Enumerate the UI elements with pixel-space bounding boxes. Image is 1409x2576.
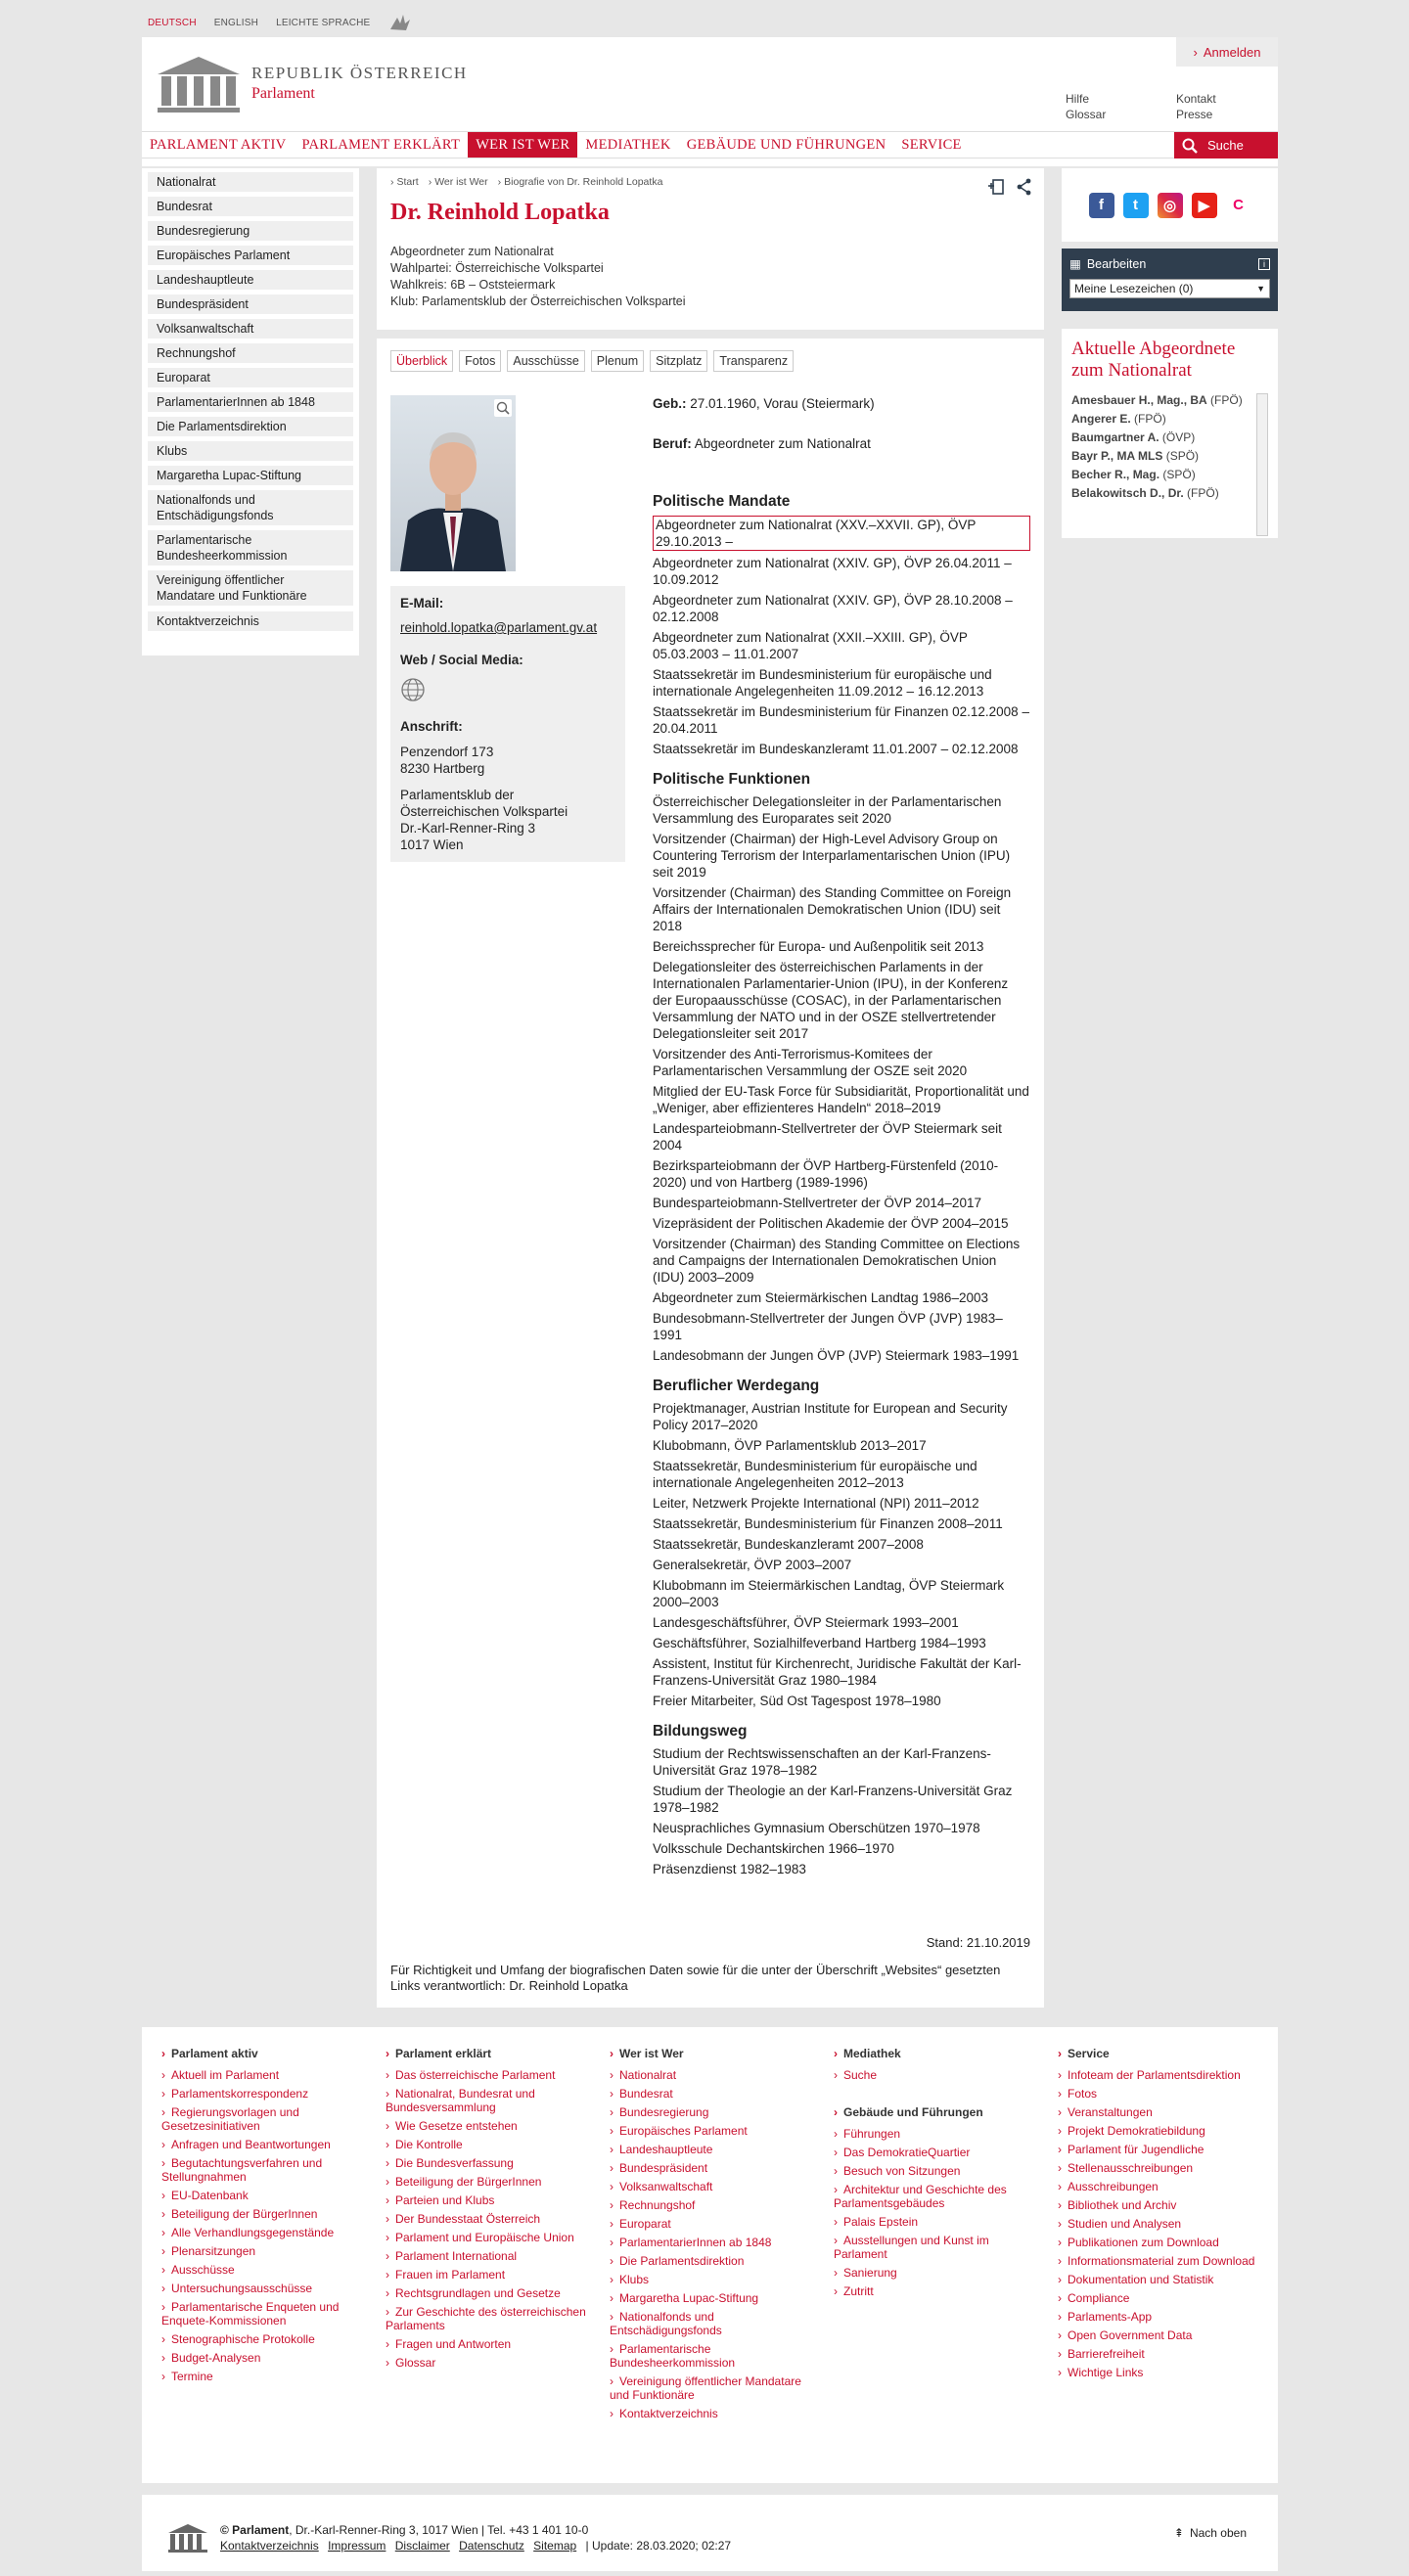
edit-label[interactable]: Bearbeiten: [1086, 256, 1147, 271]
bio-entry: Bezirksparteiobmann der ÖVP Hartberg-Fürstenfeld (2010-2020) und von Hartberg (1989-1996): [653, 1158, 999, 1190]
sidebar-item[interactable]: Nationalfonds und Entschädigungsfonds: [148, 490, 353, 525]
footer-link[interactable]: › Vereinigung öffentlicher Mandatare und Funktionäre: [610, 2374, 810, 2402]
footer-heading[interactable]: › Parlament erklärt: [386, 2047, 586, 2060]
footer-address: , Dr.-Karl-Renner-Ring 3, 1017 Wien | Tel. +43 1 401 10-0: [289, 2523, 589, 2537]
footer-link[interactable]: › Frauen im Parlament: [386, 2268, 586, 2282]
mp-list-item[interactable]: Baumgartner A. (ÖVP): [1071, 430, 1196, 444]
address: [400, 744, 615, 853]
footer-link[interactable]: › Kontaktverzeichnis: [610, 2407, 810, 2420]
nav-gebaeude[interactable]: GEBÄUDE UND FÜHRUNGEN: [686, 136, 886, 153]
page-title: Dr. Reinhold Lopatka: [390, 200, 610, 225]
footer-link-sitemap[interactable]: Sitemap: [533, 2539, 577, 2553]
address-line: Penzendorf 173: [400, 745, 494, 759]
bio-entry: Delegationsleiter des österreichischen Parlaments in der Internationalen Parlamentarier-Union (IPU), in der Konferenz der Europaausschüsse (COSAC), in der Parlamentarischen Versammlung der NATO und in der OSZE stellvertretender Delegationsleiter seit 2017: [653, 960, 1009, 1041]
footer-link[interactable]: › Veranstaltungen: [1058, 2105, 1258, 2119]
footer-link[interactable]: › Ausstellungen und Kunst im Parlament: [834, 2234, 1034, 2261]
sidebar: [142, 168, 359, 655]
address-line: 8230 Hartberg: [400, 761, 485, 776]
brand-line2: Parlament: [251, 85, 315, 102]
section-title: Beruflicher Werdegang: [653, 1378, 820, 1394]
profession-info: Beruf: Abgeordneter zum Nationalrat: [653, 436, 871, 451]
bio-entry: Projektmanager, Austrian Institute for European and Security Policy 2017–2020: [653, 1401, 1008, 1432]
bookmarks-box: [1062, 249, 1278, 311]
footer-link[interactable]: › Die Parlamentsdirektion: [610, 2254, 810, 2268]
site-header: [142, 37, 1278, 166]
mp-list-item[interactable]: Belakowitsch D., Dr. (FPÖ): [1071, 486, 1219, 500]
language-bar: [142, 8, 1278, 37]
bio-entry: Staatssekretär im Bundeskanzleramt 11.01.2007 – 02.12.2008: [653, 742, 1019, 756]
search-icon: [1182, 138, 1198, 154]
footer-link-kontaktverzeichnis[interactable]: Kontaktverzeichnis: [220, 2539, 319, 2553]
bio-entry: Mitglied der EU-Task Force für Subsidiarität, Proportionalität und „Weniger, aber effizienteres Handeln“ 2018–2019: [653, 1084, 1029, 1115]
footer-link[interactable]: › Parlamentskorrespondenz: [161, 2087, 362, 2101]
portrait-photo[interactable]: [390, 395, 516, 571]
footer-heading[interactable]: › Service: [1058, 2047, 1258, 2060]
bio-entry: Vorsitzender des Anti-Terrorismus-Komitees der Parlamentarischen Versammlung der OSZE seit 2020: [653, 1047, 968, 1078]
bio-entry: Abgeordneter zum Nationalrat (XXIV. GP), ÖVP 26.04.2011 – 10.09.2012: [653, 556, 1012, 587]
footer-link[interactable]: › Publikationen zum Download: [1058, 2236, 1258, 2249]
sidebar-item[interactable]: Klubs: [148, 441, 353, 461]
tab-bar: [390, 350, 1030, 372]
sidebar-item[interactable]: Kontaktverzeichnis: [148, 611, 353, 631]
sidebar-item[interactable]: Parlamentarische Bundesheerkommission: [148, 530, 353, 565]
footer-link[interactable]: › Rechnungshof: [610, 2198, 810, 2212]
footer-link[interactable]: › Dokumentation und Statistik: [1058, 2273, 1258, 2286]
mp-list-item[interactable]: Angerer E. (FPÖ): [1071, 412, 1166, 426]
address-line: Dr.-Karl-Renner-Ring 3: [400, 821, 536, 836]
breadcrumb-wer-ist-wer[interactable]: › Wer ist Wer: [429, 176, 488, 188]
footer-link[interactable]: › Ausschüsse: [161, 2263, 362, 2277]
flickr-icon[interactable]: C: [1226, 193, 1251, 218]
footer-link[interactable]: › Führungen: [834, 2127, 1034, 2141]
instagram-icon[interactable]: ◎: [1158, 193, 1183, 218]
footer-link[interactable]: › Bundespräsident: [610, 2161, 810, 2175]
footer-link[interactable]: › Nationalrat, Bundesrat und Bundesversammlung: [386, 2087, 586, 2114]
nav-wer-ist-wer[interactable]: WER IST WER: [468, 132, 577, 158]
profile-line: Klub: Parlamentsklub der Österreichischen Volkspartei: [390, 294, 686, 308]
footer-link[interactable]: › Architektur und Geschichte des Parlamentsgebäudes: [834, 2183, 1034, 2210]
footer-link[interactable]: › Informationsmaterial zum Download: [1058, 2254, 1258, 2268]
mp-list-item[interactable]: Bayr P., MA MLS (SPÖ): [1071, 449, 1200, 463]
sidebar-item[interactable]: Rechnungshof: [148, 343, 353, 363]
footer-link[interactable]: › Alle Verhandlungsgegenstände: [161, 2226, 362, 2239]
sidebar-item[interactable]: Nationalrat: [148, 172, 353, 192]
footer-link[interactable]: › Wichtige Links: [1058, 2366, 1258, 2379]
footer-link[interactable]: › Parlamentarische Bundesheerkommission: [610, 2342, 810, 2370]
bio-entry: Vizepräsident der Politischen Akademie der ÖVP 2004–2015: [653, 1216, 1009, 1231]
glossary-link[interactable]: Glossar: [1066, 108, 1107, 121]
contact-box: [390, 586, 625, 862]
biography-panel: [377, 339, 1044, 2008]
section-title: Politische Mandate: [653, 493, 791, 510]
info-icon[interactable]: i: [1258, 258, 1270, 270]
nav-mediathek[interactable]: MEDIATHEK: [585, 136, 671, 153]
footer-link[interactable]: › Rechtsgrundlagen und Gesetze: [386, 2286, 586, 2300]
footer-column: [610, 2047, 810, 2463]
footer-link[interactable]: › Parlaments-App: [1058, 2310, 1258, 2324]
search-button[interactable]: Suche: [1174, 132, 1278, 158]
bio-entry: Abgeordneter zum Steiermärkischen Landtag 1986–2003: [653, 1290, 988, 1305]
footer-link[interactable]: › Open Government Data: [1058, 2328, 1258, 2342]
bio-entry: Neusprachliches Gymnasium Oberschützen 1970–1978: [653, 1821, 980, 1835]
section-title: Politische Funktionen: [653, 771, 811, 788]
footer-link[interactable]: › ParlamentarierInnen ab 1848: [610, 2236, 810, 2249]
press-link[interactable]: Presse: [1176, 108, 1213, 121]
sidebar-item[interactable]: Volksanwaltschaft: [148, 319, 353, 339]
bio-entry: Studium der Theologie an der Karl-Franzens-Universität Graz 1978–1982: [653, 1784, 1013, 1815]
site-footer: [142, 2027, 1278, 2483]
bio-entry: Österreichischer Delegationsleiter in der Parlamentarischen Versammlung des Europarates seit 2020: [653, 794, 1002, 826]
footer-link[interactable]: › Palais Epstein: [834, 2215, 1034, 2229]
breadcrumb-start[interactable]: › Start: [390, 176, 419, 188]
sidebar-item[interactable]: Bundesrat: [148, 197, 353, 216]
bio-entry: Abgeordneter zum Nationalrat (XXIV. GP), ÖVP 28.10.2008 – 02.12.2008: [653, 593, 1013, 624]
footer-link[interactable]: › Regierungsvorlagen und Gesetzesinitiativen: [161, 2105, 362, 2133]
lang-easy-link[interactable]: LEICHTE SPRACHE: [276, 17, 371, 28]
sidebar-item[interactable]: Vereinigung öffentlicher Mandatare und Funktionäre: [148, 570, 353, 606]
footer-link[interactable]: › Compliance: [1058, 2291, 1258, 2305]
bio-entry: Landesobmann der Jungen ÖVP (JVP) Steiermark 1983–1991: [653, 1348, 1020, 1363]
bookmark-add-icon[interactable]: [987, 178, 1005, 196]
copyright: © Parlament: [220, 2523, 290, 2537]
util-links-1: [1066, 91, 1106, 122]
magnifier-icon[interactable]: [494, 399, 512, 417]
portrait-image: [390, 395, 516, 571]
footer-heading[interactable]: › Parlament aktiv: [161, 2047, 362, 2060]
login-button[interactable]: › Anmelden: [1176, 37, 1278, 67]
chevron-right-icon: ›: [1193, 44, 1198, 60]
current-mps-title: Aktuelle Abgeordnete zum Nationalrat: [1071, 339, 1236, 381]
footer-link[interactable]: › Zutritt: [834, 2284, 1034, 2298]
footer-heading[interactable]: › Wer ist Wer: [610, 2047, 810, 2060]
footer-link[interactable]: › Infoteam der Parlamentsdirektion: [1058, 2068, 1258, 2082]
address-line: Parlamentsklub der Österreichischen Volkspartei: [400, 788, 568, 819]
email-label: E-Mail:: [400, 596, 444, 610]
current-mps-box: [1062, 329, 1278, 538]
brand-line1: REPUBLIK ÖSTERREICH: [251, 64, 468, 82]
twitter-icon[interactable]: t: [1123, 193, 1149, 218]
footer-link[interactable]: › Beteiligung der BürgerInnen: [386, 2175, 586, 2189]
bio-details: [653, 395, 1030, 1881]
footer-link[interactable]: › Volksanwaltschaft: [610, 2180, 810, 2193]
footer-link[interactable]: › Parlament für Jugendliche: [1058, 2143, 1258, 2156]
footer-link[interactable]: › Margaretha Lupac-Stiftung: [610, 2291, 810, 2305]
bio-entry: Landesparteiobmann-Stellvertreter der ÖVP Steiermark seit 2004: [653, 1121, 1002, 1152]
footer-link[interactable]: › Landeshauptleute: [610, 2143, 810, 2156]
nav-parlament-erklaert[interactable]: PARLAMENT ERKLÄRT: [301, 136, 461, 153]
tab-transparenz[interactable]: Transparenz: [713, 350, 794, 372]
footer-column: [386, 2047, 586, 2463]
update-info: | Update: 28.03.2020; 02:27: [585, 2539, 732, 2553]
bookmarks-select[interactable]: Meine Lesezeichen (0) ▼: [1069, 279, 1270, 298]
bio-entry: Volksschule Dechantskirchen 1966–1970: [653, 1841, 894, 1856]
bio-entry: Klubobmann im Steiermärkischen Landtag, ÖVP Steiermark 2000–2003: [653, 1578, 1005, 1609]
footer-link[interactable]: › Klubs: [610, 2273, 810, 2286]
bio-entry: Vorsitzender (Chairman) des Standing Committee on Elections and Campaigns der Internationalen Demokratischen Union (IDU) 2003–2009: [653, 1237, 1021, 1285]
bio-entry: Klubobmann, ÖVP Parlamentsklub 2013–2017: [653, 1438, 927, 1453]
bio-entry: Staatssekretär im Bundesministerium für europäische und internationale Angelegenheiten 11.09.2012 – 16.12.2013: [653, 667, 992, 699]
tab-ausschuesse[interactable]: Ausschüsse: [507, 350, 584, 372]
bio-entry: Staatssekretär, Bundesministerium für europäische und internationale Angelegenheiten 2012–2013: [653, 1459, 977, 1490]
last-updated: Stand: 21.10.2019: [926, 1935, 1030, 1950]
footer-link[interactable]: › Ausschreibungen: [1058, 2180, 1258, 2193]
parliament-logo[interactable]: [156, 53, 468, 113]
sidebar-item[interactable]: Bundesregierung: [148, 221, 353, 241]
tab-ueberblick[interactable]: Überblick: [390, 350, 453, 372]
bio-entry: Vorsitzender (Chairman) des Standing Committee on Foreign Affairs der Internationalen Demokratischen Union (IDU) seit 2018: [653, 885, 1012, 933]
parliament-small-icon: [167, 2522, 208, 2553]
footer-link-datenschutz[interactable]: Datenschutz: [459, 2539, 524, 2553]
tab-fotos[interactable]: Fotos: [459, 350, 501, 372]
mp-list-item[interactable]: Becher R., Mag. (SPÖ): [1071, 468, 1196, 481]
birth-info: Geb.: 27.01.1960, Vorau (Steiermark): [653, 396, 875, 411]
footer-link[interactable]: › Barrierefreiheit: [1058, 2347, 1258, 2361]
profile-line: Abgeordneter zum Nationalrat: [390, 245, 554, 258]
footer-link[interactable]: › EU-Datenbank: [161, 2189, 362, 2202]
footer-link-impressum[interactable]: Impressum: [328, 2539, 386, 2553]
footer-link[interactable]: › Budget-Analysen: [161, 2351, 362, 2365]
footer-link-disclaimer[interactable]: Disclaimer: [394, 2539, 450, 2553]
sign-language-icon[interactable]: [387, 12, 413, 33]
facebook-icon[interactable]: f: [1089, 193, 1114, 218]
bio-entry: Leiter, Netzwerk Projekte International (NPI) 2011–2012: [653, 1496, 979, 1511]
footer-column: [1058, 2047, 1258, 2463]
footer-link[interactable]: › Studien und Analysen: [1058, 2217, 1258, 2231]
footer-column: [161, 2047, 362, 2463]
help-link[interactable]: Hilfe: [1066, 92, 1090, 106]
footer-link[interactable]: › Parlament und Europäische Union: [386, 2231, 586, 2244]
footer-link[interactable]: › Bundesrat: [610, 2087, 810, 2101]
footer-heading[interactable]: › Mediathek: [834, 2047, 1034, 2060]
footer-link[interactable]: › Sanierung: [834, 2266, 1034, 2280]
footer-link[interactable]: › Parlament International: [386, 2249, 586, 2263]
social-links: [1062, 168, 1278, 242]
footer-link[interactable]: › Begutachtungsverfahren und Stellungnahmen: [161, 2156, 362, 2184]
chevron-down-icon: ▼: [1256, 284, 1265, 294]
bio-entry: Geschäftsführer, Sozialhilfeverband Hartberg 1984–1993: [653, 1636, 986, 1650]
footer-link[interactable]: › Termine: [161, 2370, 362, 2383]
footer-link[interactable]: › Das DemokratieQuartier: [834, 2146, 1034, 2159]
footer-link[interactable]: › Der Bundesstaat Österreich: [386, 2212, 586, 2226]
contact-link[interactable]: Kontakt: [1176, 92, 1216, 106]
sidebar-item[interactable]: Europäisches Parlament: [148, 246, 353, 265]
footer-link[interactable]: › Bundesregierung: [610, 2105, 810, 2119]
footer-link[interactable]: › Wie Gesetze entstehen: [386, 2119, 586, 2133]
footer-link[interactable]: › Bibliothek und Archiv: [1058, 2198, 1258, 2212]
back-to-top[interactable]: ⇞ Nach oben: [1173, 2526, 1247, 2540]
bio-entry: Freier Mitarbeiter, Süd Ost Tagespost 1978–1980: [653, 1694, 941, 1708]
address-label: Anschrift:: [400, 719, 463, 734]
profile-header: [377, 168, 1044, 330]
footer-link[interactable]: › Aktuell im Parlament: [161, 2068, 362, 2082]
email-link[interactable]: reinhold.lopatka@parlament.gv.at: [400, 620, 598, 635]
bookmark-icon: ▦: [1069, 257, 1081, 271]
bio-entry: Bundesobmann-Stellvertreter der Jungen ÖVP (JVP) 1983–1991: [653, 1311, 1003, 1342]
bio-entry: Generalsekretär, ÖVP 2003–2007: [653, 1558, 852, 1572]
footer-link[interactable]: › Nationalfonds und Entschädigungsfonds: [610, 2310, 810, 2337]
sidebar-item[interactable]: Landeshauptleute: [148, 270, 353, 290]
footer-link[interactable]: › Glossar: [386, 2356, 586, 2370]
footer-link[interactable]: › Suche: [834, 2068, 1034, 2082]
globe-icon[interactable]: [400, 677, 426, 702]
bio-entry: Assistent, Institut für Kirchenrecht, Juridische Fakultät der Karl-Franzens-Universität Graz 1980–1984: [653, 1656, 1022, 1688]
footer-link[interactable]: › Projekt Demokratiebildung: [1058, 2124, 1258, 2138]
footer-link[interactable]: › Zur Geschichte des österreichischen Parlaments: [386, 2305, 586, 2332]
footer-link[interactable]: › Anfragen und Beantwortungen: [161, 2138, 362, 2151]
footer-link[interactable]: › Untersuchungsausschüsse: [161, 2282, 362, 2295]
nav-parlament-aktiv[interactable]: PARLAMENT AKTIV: [150, 136, 287, 153]
profile-line: Wahlkreis: 6B – Oststeiermark: [390, 278, 556, 292]
bio-entry: Staatssekretär, Bundesministerium für Finanzen 2008–2011: [653, 1516, 1003, 1531]
footer-link[interactable]: › Die Kontrolle: [386, 2138, 586, 2151]
bio-entry: Vorsitzender (Chairman) der High-Level Advisory Group on Countering Terrorism der Interparlamentarischen Union (IPU) seit 2019: [653, 832, 1011, 880]
footer-link[interactable]: › Europäisches Parlament: [610, 2124, 810, 2138]
sidebar-item[interactable]: Die Parlamentsdirektion: [148, 417, 353, 436]
util-links-2: [1176, 91, 1216, 122]
arrow-up-icon: ⇞: [1173, 2526, 1184, 2540]
sidebar-item[interactable]: Europarat: [148, 368, 353, 387]
footer-link[interactable]: › Fragen und Antworten: [386, 2337, 586, 2351]
footer-link[interactable]: › Plenarsitzungen: [161, 2244, 362, 2258]
footer-heading[interactable]: › Gebäude und Führungen: [834, 2105, 1034, 2119]
lang-en-link[interactable]: ENGLISH: [213, 17, 259, 28]
share-icon[interactable]: [1017, 178, 1032, 196]
footer-column: [834, 2047, 1034, 2463]
bio-entry: Präsenzdienst 1982–1983: [653, 1862, 806, 1876]
footer-link[interactable]: › Parteien und Klubs: [386, 2193, 586, 2207]
mp-list: [1071, 393, 1268, 536]
mp-list-item[interactable]: Amesbauer H., Mag., BA (FPÖ): [1071, 393, 1243, 407]
footer-link[interactable]: › Parlamentarische Enqueten und Enquete-Kommissionen: [161, 2300, 362, 2327]
youtube-icon[interactable]: ▶: [1192, 193, 1217, 218]
tab-sitzplatz[interactable]: Sitzplatz: [650, 350, 707, 372]
footer-link[interactable]: › Stenographische Protokolle: [161, 2332, 362, 2346]
footer-link[interactable]: › Stellenausschreibungen: [1058, 2161, 1258, 2175]
footer-link[interactable]: › Nationalrat: [610, 2068, 810, 2082]
bio-entry: Abgeordneter zum Nationalrat (XXII.–XXIII. GP), ÖVP 05.03.2003 – 11.01.2007: [653, 630, 968, 661]
sidebar-item[interactable]: Bundespräsident: [148, 294, 353, 314]
bio-entry: Studium der Rechtswissenschaften an der Karl-Franzens-Universität Graz 1978–1982: [653, 1746, 991, 1778]
section-title: Bildungsweg: [653, 1723, 748, 1740]
bio-entry: Bundesparteiobmann-Stellvertreter der ÖVP 2014–2017: [653, 1196, 981, 1210]
bio-entry: Abgeordneter zum Nationalrat (XXV.–XXVII. GP), ÖVP 29.10.2013 –: [653, 516, 1030, 551]
bio-entry: Landesgeschäftsführer, ÖVP Steiermark 1993–2001: [653, 1615, 959, 1630]
footer-link[interactable]: › Die Bundesverfassung: [386, 2156, 586, 2170]
sidebar-item[interactable]: ParlamentarierInnen ab 1848: [148, 392, 353, 412]
address-line: 1017 Wien: [400, 837, 464, 852]
bio-entry: Bereichssprecher für Europa- und Außenpolitik seit 2013: [653, 939, 984, 954]
footer-link[interactable]: › Besuch von Sitzungen: [834, 2164, 1034, 2178]
bottom-bar: [142, 2495, 1278, 2571]
parliament-building-icon: [156, 53, 242, 113]
sidebar-item[interactable]: Margaretha Lupac-Stiftung: [148, 466, 353, 485]
bio-entry: Staatssekretär, Bundeskanzleramt 2007–2008: [653, 1537, 924, 1552]
main-nav: [142, 131, 1278, 158]
footer-link[interactable]: › Das österreichische Parlament: [386, 2068, 586, 2082]
breadcrumb: [390, 176, 1030, 188]
lang-de-link[interactable]: DEUTSCH: [148, 17, 197, 28]
web-label: Web / Social Media:: [400, 653, 523, 667]
footer-link[interactable]: › Europarat: [610, 2217, 810, 2231]
disclaimer: Für Richtigkeit und Umfang der biografischen Daten sowie für die unter der Überschrift „Websites“ gesetzten Links verantwortlich: Dr. Reinhold Lopatka: [390, 1963, 1001, 1993]
scrollbar[interactable]: [1256, 393, 1268, 536]
breadcrumb-current: › Biografie von Dr. Reinhold Lopatka: [498, 176, 663, 188]
profile-line: Wahlpartei: Österreichische Volkspartei: [390, 261, 604, 275]
footer-link[interactable]: › Fotos: [1058, 2087, 1258, 2101]
nav-service[interactable]: SERVICE: [901, 136, 962, 153]
footer-link[interactable]: › Beteiligung der BürgerInnen: [161, 2207, 362, 2221]
tab-plenum[interactable]: Plenum: [591, 350, 644, 372]
bio-entry: Staatssekretär im Bundesministerium für Finanzen 02.12.2008 – 20.04.2011: [653, 704, 1029, 736]
